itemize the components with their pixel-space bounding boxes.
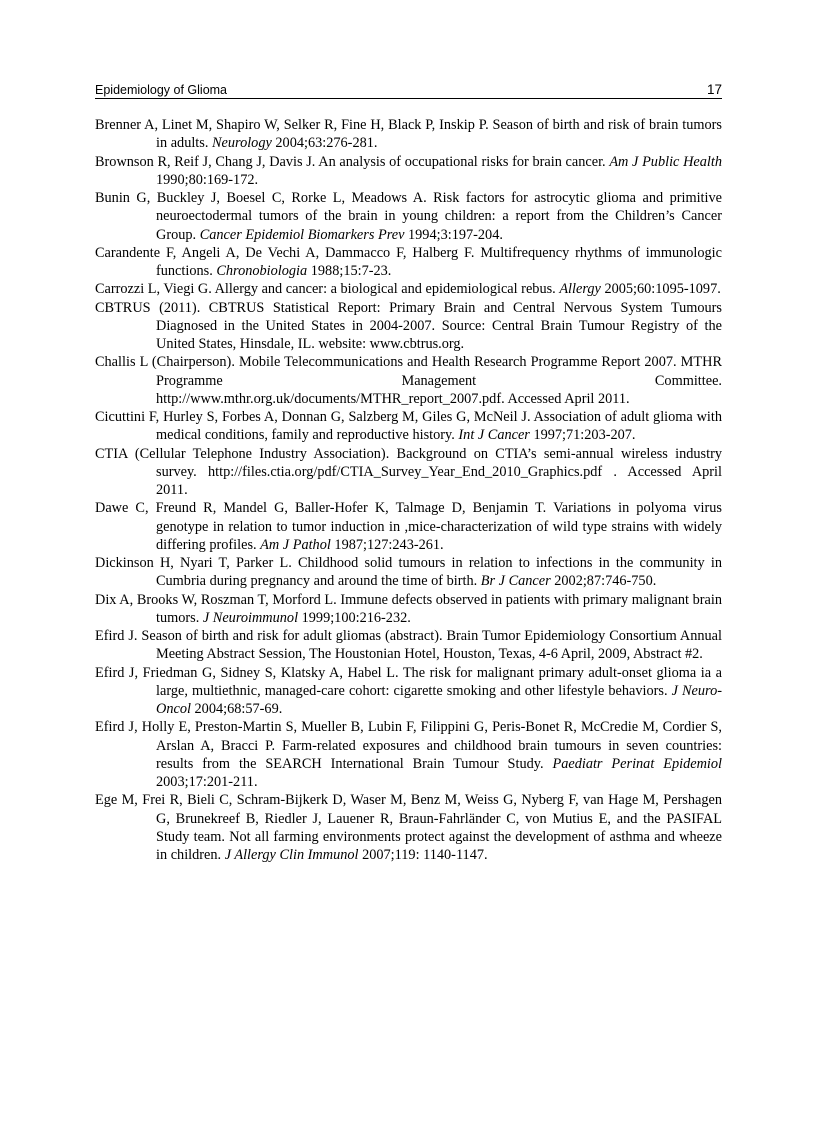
reference-entry: Efird J. Season of birth and risk for adult gliomas (abstract). Brain Tumor Epidemiology Consortium Annual Meeting Abstract Session, The Houstonian Hotel, Houston, Texas, 4-6 April, 2009, Abstract #2. xyxy=(95,628,722,663)
reference-entry: Ege M, Frei R, Bieli C, Schram-Bijkerk D, Waser M, Benz M, Weiss G, Nyberg F, van Hage M, Pershagen G, Brunekreef B, Riedler J, Lauener R, Braun-Fahrländer C, von Mutius E, and the PASIFAL Study team. Not all farming environments protect against the development of asthma and wheeze in children. J Allergy Clin Immunol 2007;119: 1140-1147. xyxy=(95,792,722,863)
reference-entry: Challis L (Chairperson). Mobile Telecommunications and Health Research Programme Report 2007. MTHR Programme Management Committee. http://www.mthr.org.uk/documents/MTHR_report_2007.pdf. Accessed April 2011. xyxy=(95,354,722,407)
reference-entry: CTIA (Cellular Telephone Industry Association). Background on CTIA’s semi-annual wireless industry survey. http://files.ctia.org/pdf/CTIA_Survey_Year_End_2010_Graphics.pdf . Accessed April 2011. xyxy=(95,445,722,498)
reference-entry: CBTRUS (2011). CBTRUS Statistical Report: Primary Brain and Central Nervous System Tumours Diagnosed in the United States in 2004-2007. Source: Central Brain Tumour Registry of the United States, Hinsdale, IL. website: www.cbtrus.org. xyxy=(95,299,722,352)
reference-entry: Carandente F, Angeli A, De Vechi A, Dammacco F, Halberg F. Multifrequency rhythms of immunologic functions. Chronobiologia 1988;15:7-23. xyxy=(95,244,722,279)
reference-entry: Efird J, Holly E, Preston-Martin S, Mueller B, Lubin F, Filippini G, Peris-Bonet R, McCredie M, Cordier S, Arslan A, Bracci P. Farm-related exposures and childhood brain tumours in seven countries: results from the SEARCH International Brain Tumour Study. Paediatr Perinat Epidemiol 2003;17:201-211. xyxy=(95,719,722,790)
reference-entry: Brownson R, Reif J, Chang J, Davis J. An analysis of occupational risks for brain cancer. Am J Public Health 1990;80:169-172. xyxy=(95,153,722,188)
reference-entry: Efird J, Friedman G, Sidney S, Klatsky A, Habel L. The risk for malignant primary adult-onset glioma ia a large, multiethnic, managed-care cohort: cigarette smoking and other lifestyle behaviors. J Neuro-Oncol 2004;68:57-69. xyxy=(95,664,722,717)
page-number: 17 xyxy=(706,82,722,97)
reference-entry: Cicuttini F, Hurley S, Forbes A, Donnan G, Salzberg M, Giles G, McNeil J. Association of adult glioma with medical conditions, family and reproductive history. Int J Cancer 1997;71:203-207. xyxy=(95,409,722,444)
header-title: Epidemiology of Glioma xyxy=(95,83,228,97)
reference-entry: Dickinson H, Nyari T, Parker L. Childhood solid tumours in relation to infections in the community in Cumbria during pregnancy and around the time of birth. Br J Cancer 2002;87:746-750. xyxy=(95,555,722,590)
reference-entry: Carrozzi L, Viegi G. Allergy and cancer: a biological and epidemiological rebus. Allergy 2005;60:1095-1097. xyxy=(95,281,721,298)
running-header xyxy=(95,80,722,99)
reference-entry: Dix A, Brooks W, Roszman T, Morford L. Immune defects observed in patients with primary malignant brain tumors. J Neuroimmunol 1999;100:216-232. xyxy=(95,591,722,626)
reference-entry: Bunin G, Buckley J, Boesel C, Rorke L, Meadows A. Risk factors for astrocytic glioma and primitive neuroectodermal tumors of the brain in young children: a report from the Children’s Cancer Group. Cancer Epidemiol Biomarkers Prev 1994;3:197-204. xyxy=(95,190,722,243)
reference-entry: Brenner A, Linet M, Shapiro W, Selker R, Fine H, Black P, Inskip P. Season of birth and risk of brain tumors in adults. Neurology 2004;63:276-281. xyxy=(95,117,722,152)
reference-entry: Dawe C, Freund R, Mandel G, Baller-Hofer K, Talmage D, Benjamin T. Variations in polyoma virus genotype in relation to tumor induction in ,mice-characterization of wild type strains with widely differing profiles. Am J Pathol 1987;127:243-261. xyxy=(95,500,722,553)
reference-list xyxy=(95,116,722,864)
